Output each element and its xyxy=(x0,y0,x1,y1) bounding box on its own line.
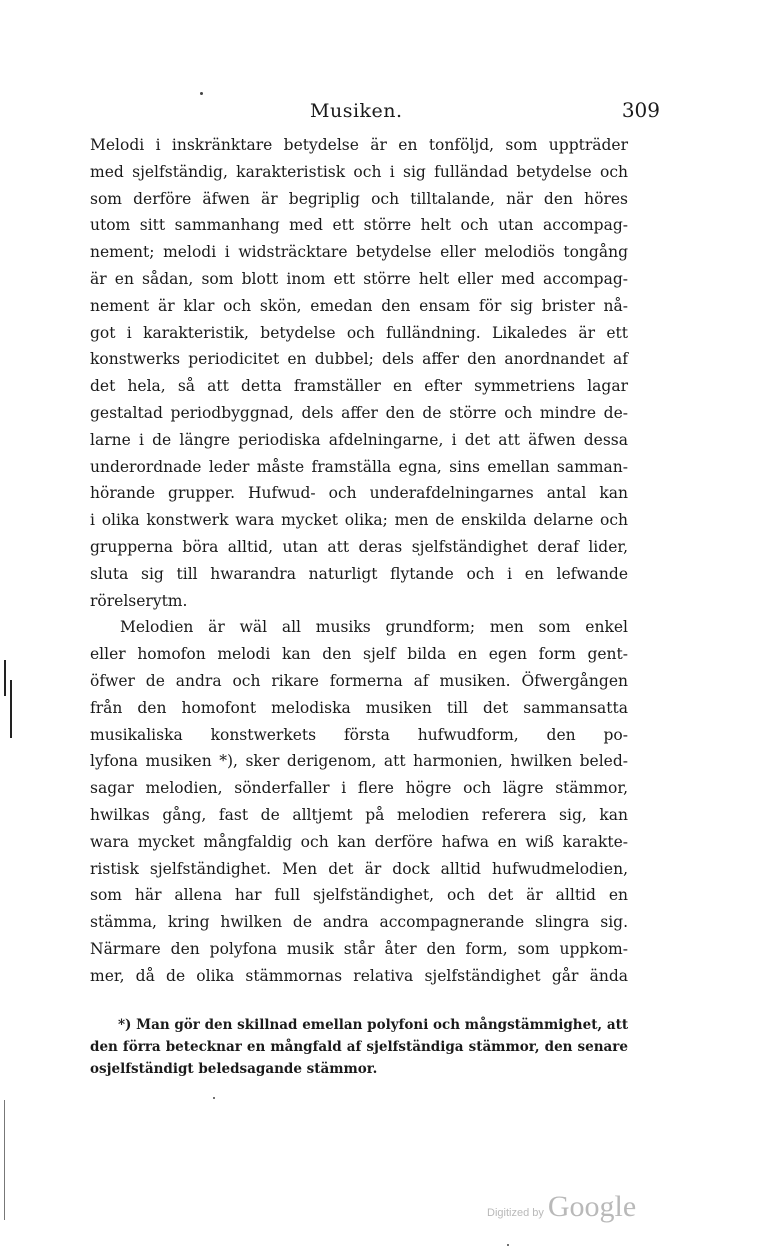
text-line: nement; melodi i widsträcktare betydelse eller melodiös tongång xyxy=(90,243,628,262)
text-line: är en sådan, som blott inom ett större helt eller med accompag- xyxy=(90,269,628,288)
scan-edge-mark xyxy=(4,660,6,696)
text-line: utom sitt sammanhang med ett större helt och utan accompag- xyxy=(90,216,628,235)
footnote xyxy=(90,1014,628,1080)
text-line: eller homofon melodi kan den sjelf bilda en egen form gent- xyxy=(90,645,628,664)
text-line: sluta sig till hwarandra naturligt flytande och i en lefwande xyxy=(90,564,628,583)
scan-dot xyxy=(213,1097,215,1099)
running-title: Musiken. xyxy=(310,100,403,122)
text-line: Närmare den polyfona musik står åter den form, som uppkom- xyxy=(90,939,628,958)
text-line: wara mycket mångfaldig och kan derföre hafwa en wiß karakte- xyxy=(90,832,628,851)
text-line: mer, då de olika stämmornas relativa sjelfständighet går ända xyxy=(90,966,628,985)
text-line: sagar melodien, sönderfaller i flere högre och lägre stämmor, xyxy=(90,779,628,798)
text-line: underordnade leder måste framställa egna, sins emellan samman- xyxy=(90,457,628,476)
text-line: Melodi i inskränktare betydelse är en tonföljd, som uppträder xyxy=(90,136,628,154)
text-line: Melodien är wäl all musiks grundform; men som enkel xyxy=(120,618,628,637)
running-head xyxy=(90,96,660,130)
text-line: hörande grupper. Hufwud- och underafdelningarnes antal kan xyxy=(90,484,628,503)
page-number: 309 xyxy=(621,98,660,122)
scan-dot xyxy=(200,92,203,95)
text-line: musikaliska konstwerkets första hufwudform, den po- xyxy=(90,725,628,744)
text-line: det hela, så att detta framställer en efter symmetriens lagar xyxy=(90,377,628,396)
watermark-brand: Google xyxy=(547,1190,637,1223)
body-text xyxy=(90,132,628,990)
text-line: hwilkas gång, fast de alltjemt på melodien referera sig, kan xyxy=(90,805,628,824)
text-line: i olika konstwerk wara mycket olika; men de enskilda delarne och xyxy=(90,511,628,530)
text-line: larne i de längre periodiska afdelningarne, i det att äfwen dessa xyxy=(90,430,628,449)
text-line: från den homofont melodiska musiken till det sammansatta xyxy=(90,698,628,717)
text-line: rörelserytm. xyxy=(90,591,188,610)
watermark-prefix: Digitized by xyxy=(487,1207,544,1219)
footnote-line: den förra betecknar en mångfald af sjelfständiga stämmor, den senare xyxy=(90,1039,628,1055)
text-line: öfwer de andra och rikare formerna af musiken. Öfwergången xyxy=(90,671,628,690)
digitized-watermark xyxy=(487,1190,636,1224)
text-line: gestaltad periodbyggnad, dels affer den de större och mindre de- xyxy=(90,403,628,422)
text-line: lyfona musiken *), sker derigenom, att harmonien, hwilken beled- xyxy=(90,752,628,771)
text-line: med sjelfständig, karakteristisk och i sig fulländad betydelse och xyxy=(90,162,628,181)
text-line: ristisk sjelfständighet. Men det är dock alltid hufwudmelodien, xyxy=(90,859,628,878)
text-line: konstwerks periodicitet en dubbel; dels affer den anordnandet af xyxy=(90,350,628,369)
footnote-line: osjelfständigt beledsagande stämmor. xyxy=(90,1061,378,1077)
text-line: got i karakteristik, betydelse och fulländning. Likaledes är ett xyxy=(90,323,628,342)
scan-edge-mark xyxy=(10,680,12,738)
text-line: som derföre äfwen är begriplig och tilltalande, när den höres xyxy=(90,189,628,208)
text-line: stämma, kring hwilken de andra accompagnerande slingra sig. xyxy=(90,913,628,932)
scan-edge-mark xyxy=(4,1100,5,1220)
footnote-line: *) Man gör den skillnad emellan polyfoni och mångstämmighet, att xyxy=(118,1017,629,1033)
scan-dot xyxy=(507,1244,509,1246)
text-line: som här allena har full sjelfständighet, och det är alltid en xyxy=(90,886,628,905)
text-line: grupperna böra alltid, utan att deras sjelfständighet deraf lider, xyxy=(90,537,628,556)
text-line: nement är klar och skön, emedan den ensam för sig brister nå- xyxy=(90,296,628,315)
